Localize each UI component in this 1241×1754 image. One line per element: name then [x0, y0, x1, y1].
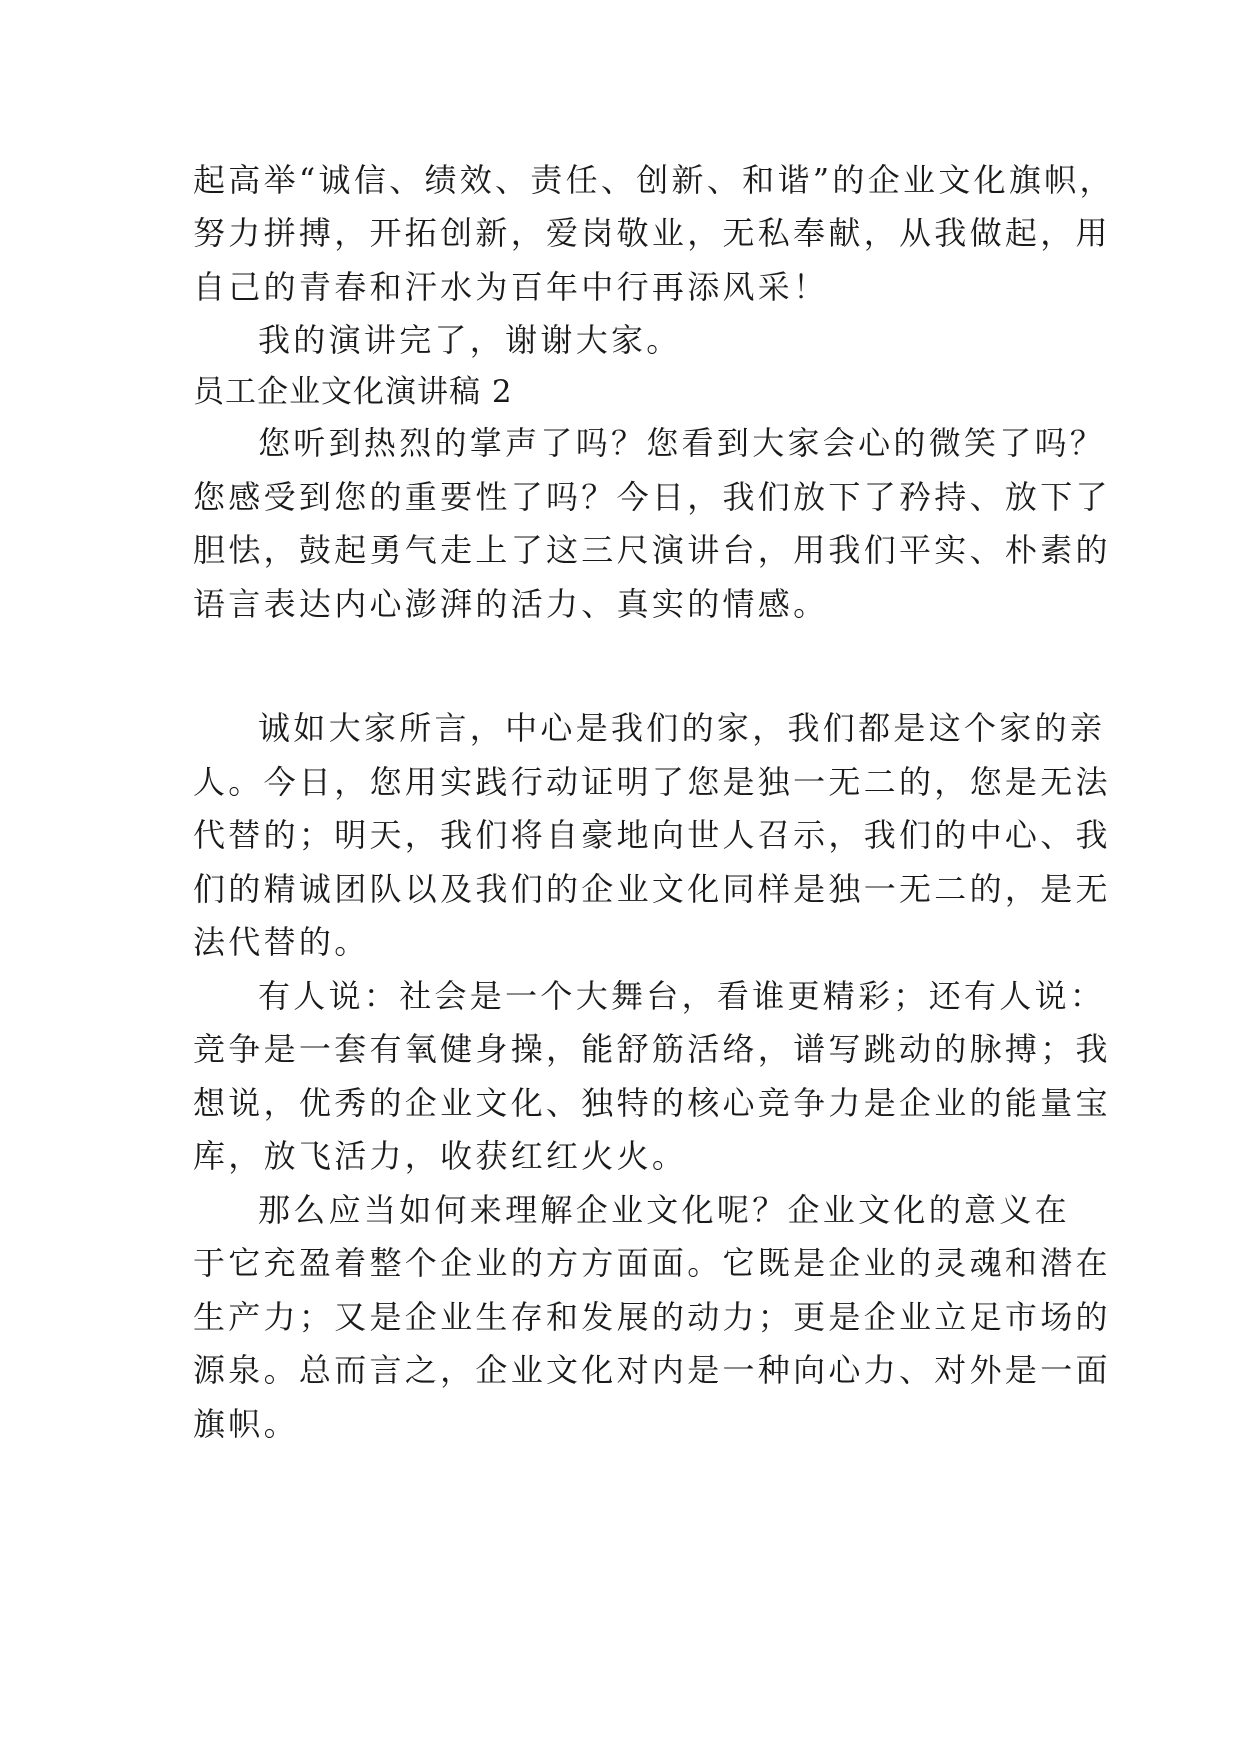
paragraph-line: 诚如大家所言，中心是我们的家，我们都是这个家的亲 [258, 709, 1106, 747]
paragraph-line: 语言表达内心澎湃的活力、真实的情感。 [193, 585, 829, 623]
paragraph-line: 源泉。总而言之，企业文化对内是一种向心力、对外是一面 [193, 1351, 1111, 1389]
paragraph-line: 于它充盈着整个企业的方方面面。它既是企业的灵魂和潜在 [193, 1244, 1111, 1282]
paragraph-line: 竞争是一套有氧健身操，能舒筋活络，谱写跳动的脉搏；我 [193, 1030, 1111, 1068]
paragraph-line: 库，放飞活力，收获红红火火。 [193, 1137, 688, 1175]
paragraph-line: 想说，优秀的企业文化、独特的核心竞争力是企业的能量宝 [193, 1084, 1111, 1122]
paragraph-line: 努力拼搏，开拓创新，爱岗敬业，无私奉献，从我做起，用 [193, 214, 1111, 252]
paragraph-line: 我的演讲完了，谢谢大家。 [258, 321, 682, 359]
paragraph-line: 有人说：社会是一个大舞台，看谁更精彩；还有人说： [258, 977, 1106, 1015]
paragraph-line: 自己的青春和汗水为百年中行再添风采！ [193, 268, 829, 306]
paragraph-line: 您感受到您的重要性了吗？今日，我们放下了矜持、放下了 [193, 478, 1111, 516]
paragraph-line: 旗帜。 [193, 1405, 299, 1443]
paragraph-line: 您听到热烈的掌声了吗？您看到大家会心的微笑了吗？ [258, 424, 1106, 462]
paragraph-line: 代替的；明天，我们将自豪地向世人召示，我们的中心、我 [193, 816, 1111, 854]
paragraph-line: 那么应当如何来理解企业文化呢？企业文化的意义在 [258, 1191, 1070, 1229]
paragraph-line: 生产力；又是企业生存和发展的动力；更是企业立足市场的 [193, 1298, 1111, 1336]
paragraph-line: 法代替的。 [193, 923, 370, 961]
section-heading: 员工企业文化演讲稿 2 [193, 374, 513, 410]
paragraph-line: 们的精诚团队以及我们的企业文化同样是独一无二的，是无 [193, 870, 1111, 908]
paragraph-line: 人。今日，您用实践行动证明了您是独一无二的，您是无法 [193, 763, 1111, 801]
paragraph-line: 胆怯，鼓起勇气走上了这三尺演讲台，用我们平实、朴素的 [193, 531, 1111, 569]
paragraph-line: 起高举“诚信、绩效、责任、创新、和谐”的企业文化旗帜， [193, 161, 1115, 199]
